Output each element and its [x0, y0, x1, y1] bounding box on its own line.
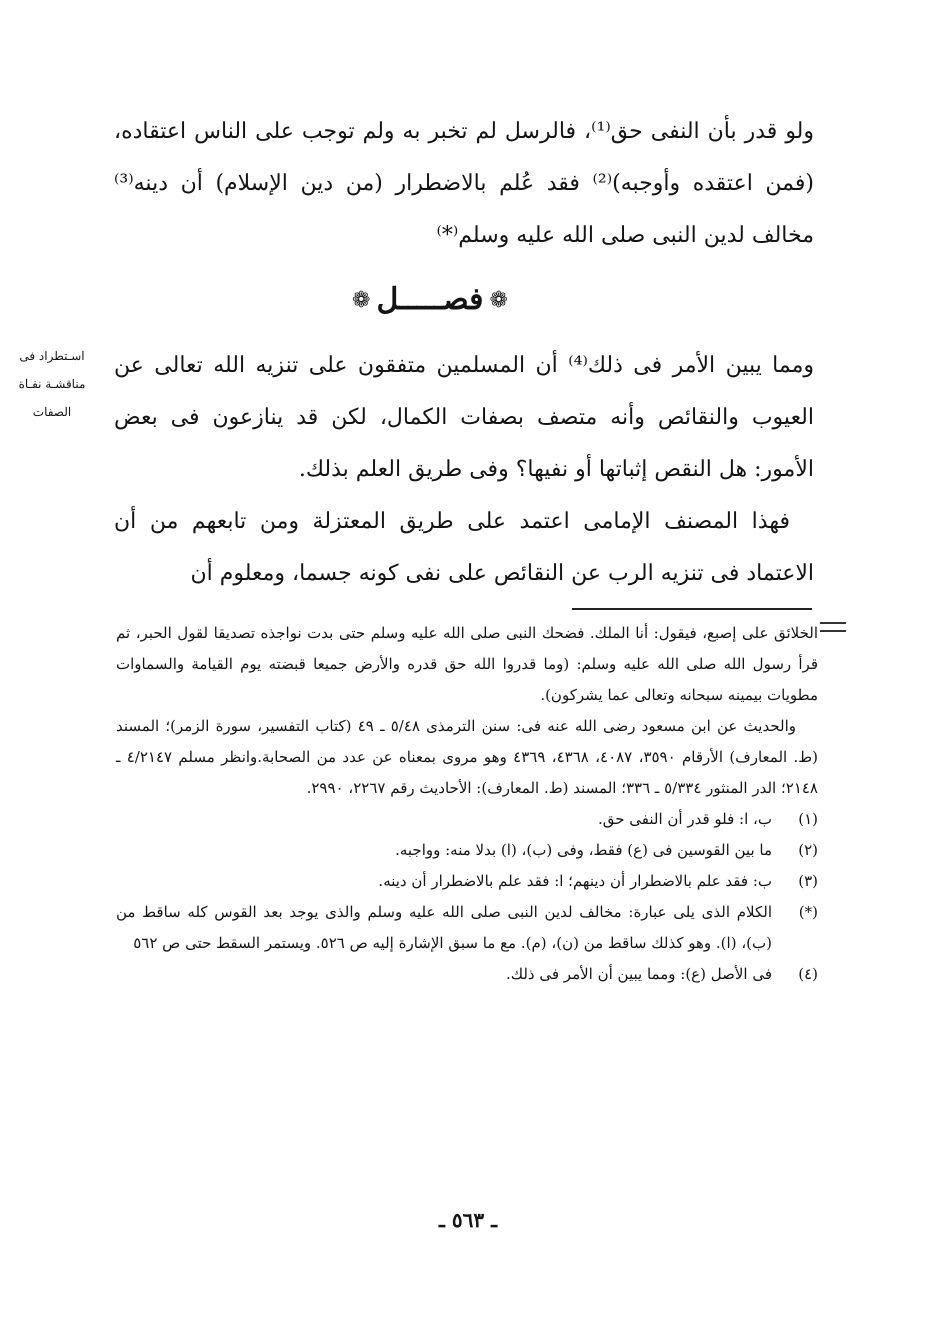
- footnote-star: [116, 897, 818, 959]
- section-heading-text: فصـــــل: [376, 282, 484, 317]
- footnote-4: [116, 959, 818, 990]
- footnote-text: ب، ا: فلو قدر أن النفى حق.: [597, 810, 772, 828]
- footnote-2: [116, 835, 818, 866]
- page-number: ـ ٥٦٣ ـ: [439, 1208, 497, 1232]
- footnote-continuation-1: الخلائق على إصبع، فيقول: أنا الملك. فضحك النبى صلى الله عليه وسلم حتى بدت نواجذه تصديقا لقول الحبر، ثم قرأ رسول الله صلى الله عليه وسلم: (وما قدروا الله حق قدره والأرض جميعا قبضته يوم القيامة والسماوات مطويات بيمينه سبحانه وتعالى عما يشركون).: [116, 624, 818, 704]
- ornament-right-icon: ❁: [489, 288, 508, 313]
- footnote-continuation-2: والحديث عن ابن مسعود رضى الله عنه فى: سنن الترمذى ٥/٤٨ ـ ٤٩ (كتاب التفسير، سورة الزمر)؛ المسند (ط. المعارف) الأرقام ٣٥٩٠، ٤٠٨٧، ٤٣٦٨، ٤٣٦٩ وهو مروى بمعناه عن عدد من الصحابة.وانظر مسلم ٤/٢١٤٧ ـ ٢١٤٨؛ الدر المنثور ٥/٣٣٤ ـ ٣٣٦؛ المسند (ط. المعارف): الأحاديث رقم ٢٢٦٧، ٢٩٩٠.: [116, 717, 819, 797]
- footnote-number: (٢): [798, 841, 818, 859]
- continuation-mark-icon: [820, 622, 846, 632]
- footnote-separator: [572, 608, 812, 610]
- main-text-block-1: [114, 106, 814, 262]
- main-paragraph-1: ولو قدر بأن النفى حق⁽¹⁾، فالرسل لم تخبر به ولم توجب على الناس اعتقاده، (فمن اعتقده وأوجبه)⁽²⁾ فقد عُلم بالاضطرار (من دين الإسلام) أن دينه⁽³⁾ مخالف لدين النبى صلى الله عليه وسلم⁽*⁾: [114, 119, 815, 248]
- footnote-number: (*): [798, 903, 818, 921]
- footnote-text: ما بين القوسين فى (ع) فقط، وفى (ب)، (ا) بدلا منه: وواجبه.: [395, 841, 772, 859]
- footnote-number: (١): [798, 810, 818, 828]
- footnotes: [116, 618, 818, 990]
- footnote-text: الكلام الذى يلى عبارة: مخالف لدين النبى صلى الله عليه وسلم والذى يوجد بعد القوس كله ساقط من (ب)، (ا). وهو كذلك ساقط من (ن)، (م). مع ما سبق الإشارة إليه ص ٥٢٦. ويستمر السقط حتى ص ٥٦٢: [116, 903, 772, 952]
- footnote-3: [116, 866, 818, 897]
- footnote-number: (٤): [798, 965, 818, 983]
- footnote-number: (٣): [798, 872, 818, 890]
- margin-note: اسـتطراد فى مناقشـة نفـاة الصفات: [18, 349, 86, 419]
- footnote-1: [116, 804, 818, 835]
- main-paragraph-3: فهذا المصنف الإمامى اعتمد على طريق المعتزلة ومن تابعهم من أن الاعتماد فى تنزيه الرب عن النقائص على نفى كونه جسما، ومعلوم أن: [114, 509, 814, 586]
- main-text-block-2: [114, 340, 814, 600]
- footnote-text: ب: فقد علم بالاضطرار أن دينهم؛ ا: فقد علم بالاضطرار أن دينه.: [378, 872, 772, 890]
- ornament-left-icon: ❁: [352, 288, 371, 313]
- main-paragraph-2: ومما يبين الأمر فى ذلك⁽⁴⁾ أن المسلمين متفقون على تنزيه الله تعالى عن العيوب والنقائص وأنه متصف بصفات الكمال، لكن قد ينازعون فى بعض الأمور: هل النقص إثباتها أو نفيها؟ وفى طريق العلم بذلك.: [114, 353, 814, 482]
- footnote-text: فى الأصل (ع): ومما يبين أن الأمر فى ذلك.: [505, 965, 772, 983]
- section-heading: [300, 276, 560, 325]
